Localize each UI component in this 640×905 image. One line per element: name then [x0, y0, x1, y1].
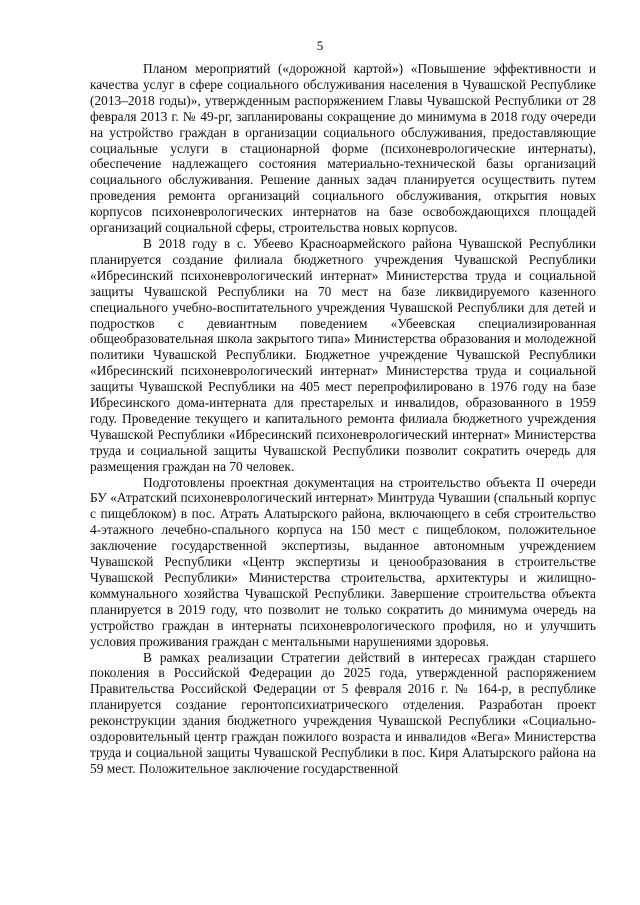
- page-number: 5: [316, 38, 324, 53]
- paragraph-roadmap-plan: Планом мероприятий («дорожной картой») «Повышение эффективности и качества услуг в сфере социального обслуживания населения в Чувашской Республике (2013–2018 годы)», утвержденным распоряжением Главы Чувашской Республики от 28 февраля 2013 г. № 49-рг, запланированы сокращение до минимума в 2018 году очереди на устройство граждан в организации социального обслуживания, предоставляющие социальные услуги в стационарной форме (психоневрологические интернаты), обеспечение надлежащего состояния материально-технической базы организаций социального обслуживания. Решение данных задач планируется осуществить путем проведения ремонта организаций социального обслуживания, открытия новых корпусов психоневрологических интернатов на базе освобождающихся площадей организаций социальной сферы, строительства новых корпусов.: [90, 61, 596, 236]
- document-body: [90, 61, 596, 777]
- paragraph-ubeevo-branch: В 2018 году в с. Убеево Красноармейского района Чувашской Республики планируется создание филиала бюджетного учреждения Чувашской Республики «Ибресинский психоневрологический интернат» Министерства труда и социальной защиты Чувашской Республики на 70 мест на базе ликвидируемого казенного специального учебно-воспитательного учреждения Чувашской Республики для детей и подростков с девиантным поведением «Убеевская специализированная общеобразовательная школа закрытого типа» Министерства образования и молодежной политики Чувашской Республики. Бюджетное учреждение Чувашской Республики «Ибресинский психоневрологический интернат» Министерства труда и социальной защиты Чувашской Республики на 405 мест перепрофилировано в 1976 году на базе Ибресинского дома-интерната для престарелых и инвалидов, образованного в 1959 году. Проведение текущего и капитального ремонта филиала бюджетного учреждения Чувашской Республики «Ибресинский психоневрологический интернат» Министерства труда и социальной защиты Чувашской Республики позволит сократить очередь для размещения граждан на 70 человек.: [90, 235, 596, 474]
- paragraph-atrat-construction: Подготовлены проектная документация на строительство объекта II очереди БУ «Атратский психоневрологический интернат» Минтруда Чувашии (спальный корпус с пищеблоком) в пос. Атрать Алатырского района, включающего в себя строительство 4-этажного лечебно-спального корпуса на 150 мест с пищеблоком, положительное заключение государственной экспертизы, выданное автономным учреждением Чувашской Республики «Центр экспертизы и ценообразования в строительстве Чувашской Республики» Министерства строительства, архитектуры и жилищно-коммунального хозяйства Чувашской Республики. Завершение строительства объекта планируется в 2019 году, что позволит не только сократить до минимума очередь на устройство граждан в интернаты психоневрологического профиля, но и улучшить условия проживания граждан с ментальными нарушениями здоровья.: [90, 474, 596, 649]
- paragraph-elderly-strategy: В рамках реализации Стратегии действий в интересах граждан старшего поколения в Российской Федерации до 2025 года, утвержденной распоряжением Правительства Российской Федерации от 5 февраля 2016 г. № 164-р, в республике планируется создание геронтопсихиатрического отделения. Разработан проект реконструкции здания бюджетного учреждения Чувашской Республики «Социально-оздоровительный центр граждан пожилого возраста и инвалидов «Вега» Министерства труда и социальной защиты Чувашской Республики в пос. Киря Алатырского района на 59 мест. Положительное заключение государственной: [90, 649, 596, 776]
